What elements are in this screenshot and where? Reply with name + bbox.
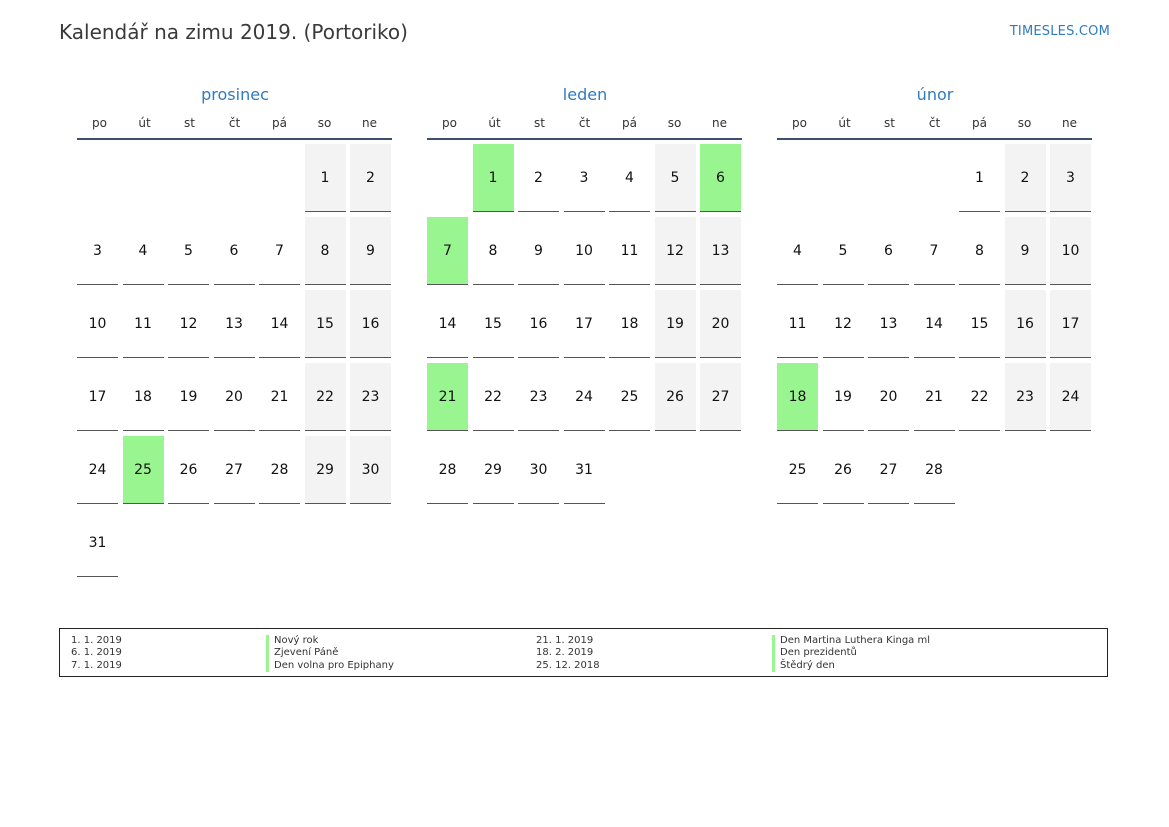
day-cell: 18 — [609, 290, 650, 358]
weekday-label: ne — [712, 116, 727, 130]
day-cell: 13 — [214, 290, 255, 358]
day-cell: 6 — [214, 217, 255, 285]
day-cell: 5 — [655, 144, 696, 212]
day-cell: 5 — [168, 217, 209, 285]
weekday-label: út — [838, 116, 851, 130]
day-cell: 4 — [609, 144, 650, 212]
day-cell: 6 — [700, 144, 741, 212]
day-cell: 20 — [700, 290, 741, 358]
day-cell: 3 — [564, 144, 605, 212]
day-cell: 8 — [473, 217, 514, 285]
day-cell: 28 — [259, 436, 300, 504]
day-cell: 21 — [427, 363, 468, 431]
day-cell: 20 — [214, 363, 255, 431]
weekday-label: út — [138, 116, 151, 130]
day-cell: 17 — [1050, 290, 1091, 358]
weekday-header — [777, 116, 1092, 140]
page-title: Kalendář na zimu 2019. (Portoriko) — [59, 20, 408, 44]
weekday-label: pá — [272, 116, 287, 130]
day-cell: 5 — [823, 217, 864, 285]
day-cell: 18 — [777, 363, 818, 431]
day-cell: 2 — [518, 144, 559, 212]
day-cell: 11 — [777, 290, 818, 358]
month-january — [427, 84, 743, 478]
day-cell: 1 — [305, 144, 346, 212]
day-cell: 9 — [1005, 217, 1046, 285]
day-cell: 22 — [305, 363, 346, 431]
weekday-header — [427, 116, 742, 140]
weekday-label: so — [317, 116, 332, 130]
day-cell: 1 — [959, 144, 1000, 212]
day-cell: 13 — [700, 217, 741, 285]
day-cell: 29 — [473, 436, 514, 504]
weekday-label: čt — [928, 116, 941, 130]
day-cell: 15 — [959, 290, 1000, 358]
weekday-label: st — [884, 116, 895, 130]
day-cell: 27 — [214, 436, 255, 504]
legend-date: 25. 12. 2018 — [536, 659, 600, 671]
weekday-label: st — [184, 116, 195, 130]
day-cell: 27 — [868, 436, 909, 504]
day-cell: 31 — [564, 436, 605, 504]
legend-names-left — [266, 635, 394, 672]
day-cell: 4 — [123, 217, 164, 285]
day-cell: 22 — [473, 363, 514, 431]
day-cell: 3 — [77, 217, 118, 285]
weekday-label: čt — [228, 116, 241, 130]
day-cell: 24 — [77, 436, 118, 504]
day-cell: 16 — [1005, 290, 1046, 358]
weekday-label: ne — [1062, 116, 1077, 130]
legend-holiday-name: Den volna pro Epiphany — [266, 660, 394, 672]
month-name: prosinec — [201, 85, 269, 104]
day-cell: 7 — [914, 217, 955, 285]
month-february — [777, 84, 1093, 478]
day-cell: 26 — [168, 436, 209, 504]
day-cell: 11 — [123, 290, 164, 358]
day-cell: 10 — [77, 290, 118, 358]
legend-dates-right — [536, 635, 600, 672]
legend-holiday-name: Štědrý den — [772, 660, 930, 672]
weekday-header — [77, 116, 392, 140]
day-cell: 2 — [350, 144, 391, 212]
brand-link[interactable]: TIMESLES.COM — [1009, 24, 1110, 39]
day-cell: 4 — [777, 217, 818, 285]
day-cell: 18 — [123, 363, 164, 431]
day-cell: 25 — [609, 363, 650, 431]
weekday-label: ne — [362, 116, 377, 130]
legend-date: 21. 1. 2019 — [536, 635, 594, 646]
day-cell: 21 — [259, 363, 300, 431]
day-cell: 3 — [1050, 144, 1091, 212]
weekday-label: po — [442, 116, 457, 130]
day-cell: 9 — [518, 217, 559, 285]
day-cell: 24 — [1050, 363, 1091, 431]
day-cell: 22 — [959, 363, 1000, 431]
weekday-label: pá — [622, 116, 637, 130]
day-cell: 8 — [305, 217, 346, 285]
day-cell: 19 — [168, 363, 209, 431]
day-cell: 19 — [823, 363, 864, 431]
day-cell: 25 — [123, 436, 164, 504]
day-cell: 28 — [914, 436, 955, 504]
day-cell: 17 — [77, 363, 118, 431]
day-cell: 23 — [350, 363, 391, 431]
day-cell: 26 — [655, 363, 696, 431]
legend-date: 7. 1. 2019 — [71, 659, 122, 671]
day-cell: 29 — [305, 436, 346, 504]
day-cell: 28 — [427, 436, 468, 504]
month-name: únor — [916, 85, 954, 104]
legend-names-right — [772, 635, 930, 672]
legend-date: 6. 1. 2019 — [71, 647, 122, 659]
legend-date: 1. 1. 2019 — [71, 635, 122, 646]
day-cell: 8 — [959, 217, 1000, 285]
day-cell: 15 — [305, 290, 346, 358]
day-cell: 23 — [518, 363, 559, 431]
day-cell: 2 — [1005, 144, 1046, 212]
legend-holiday-name: Zjevení Páně — [266, 647, 394, 659]
day-cell: 16 — [350, 290, 391, 358]
day-cell: 16 — [518, 290, 559, 358]
day-cell: 31 — [77, 509, 118, 577]
legend-dates-left — [71, 635, 122, 672]
day-cell: 30 — [518, 436, 559, 504]
weekday-label: so — [667, 116, 682, 130]
day-cell: 14 — [259, 290, 300, 358]
day-cell: 13 — [868, 290, 909, 358]
day-cell: 10 — [1050, 217, 1091, 285]
day-cell: 12 — [168, 290, 209, 358]
day-cell: 9 — [350, 217, 391, 285]
holiday-legend — [59, 628, 1108, 677]
day-cell: 12 — [823, 290, 864, 358]
day-cell: 17 — [564, 290, 605, 358]
day-cell: 25 — [777, 436, 818, 504]
day-cell: 24 — [564, 363, 605, 431]
weekday-label: st — [534, 116, 545, 130]
day-cell: 26 — [823, 436, 864, 504]
day-cell: 7 — [427, 217, 468, 285]
legend-holiday-name: Den prezidentů — [772, 647, 930, 659]
weekday-label: so — [1017, 116, 1032, 130]
day-cell: 21 — [914, 363, 955, 431]
weekday-label: pá — [972, 116, 987, 130]
day-cell: 14 — [427, 290, 468, 358]
day-cell: 11 — [609, 217, 650, 285]
day-cell: 19 — [655, 290, 696, 358]
day-cell: 20 — [868, 363, 909, 431]
day-cell: 1 — [473, 144, 514, 212]
weekday-label: po — [92, 116, 107, 130]
day-cell: 23 — [1005, 363, 1046, 431]
weekday-label: čt — [578, 116, 591, 130]
legend-date: 18. 2. 2019 — [536, 647, 594, 659]
day-cell: 12 — [655, 217, 696, 285]
day-cell: 10 — [564, 217, 605, 285]
legend-holiday-name: Nový rok — [266, 635, 394, 647]
month-name: leden — [562, 85, 608, 104]
weekday-label: út — [488, 116, 501, 130]
day-cell: 7 — [259, 217, 300, 285]
legend-holiday-name: Den Martina Luthera Kinga ml — [772, 635, 930, 647]
weekday-label: po — [792, 116, 807, 130]
day-cell: 6 — [868, 217, 909, 285]
day-cell: 27 — [700, 363, 741, 431]
day-cell: 14 — [914, 290, 955, 358]
day-cell: 30 — [350, 436, 391, 504]
day-cell: 15 — [473, 290, 514, 358]
month-december — [77, 84, 393, 551]
